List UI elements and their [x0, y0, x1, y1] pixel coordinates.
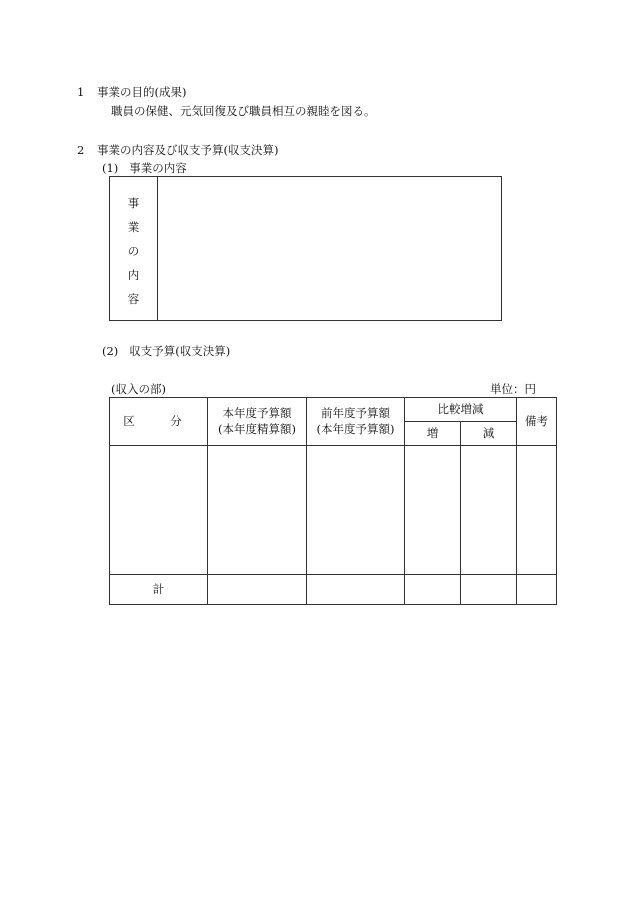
header-previous-budget: 前年度予算額 (本年度予算額) [307, 398, 405, 446]
subsection2-title: 収支予算(収支決算) [129, 344, 231, 358]
subsection1-heading [102, 160, 187, 176]
subsection2-heading [102, 343, 230, 359]
cell-current [208, 446, 307, 575]
label-char: 内 [127, 268, 140, 282]
table-row [110, 446, 557, 575]
project-content-label-column [110, 177, 158, 320]
section1-heading [77, 84, 186, 100]
section2-heading [77, 142, 278, 158]
project-content-box [109, 176, 502, 321]
total-row [110, 575, 557, 605]
cell-increase [405, 446, 461, 575]
section2-number: 2 [77, 143, 85, 157]
label-char: 業 [127, 220, 140, 234]
header-remarks: 備考 [517, 398, 557, 446]
unit-label: 単位：円 [490, 382, 536, 396]
label-char: 容 [127, 292, 140, 306]
subsection1-number: (1) [102, 161, 119, 175]
project-content-area [158, 177, 501, 320]
header-category: 区 分 [110, 398, 208, 446]
header-comparison: 比較増減 [405, 398, 517, 422]
header-increase: 増 [405, 422, 461, 446]
total-increase [405, 575, 461, 605]
budget-table [109, 397, 557, 605]
section2-title: 事業の内容及び収支予算(収支決算) [97, 143, 279, 157]
header-decrease: 減 [461, 422, 517, 446]
cell-previous [307, 446, 405, 575]
section1-body: 職員の保健、元気回復及び職員相互の親睦を図る。 [111, 104, 376, 118]
label-char: の [127, 244, 140, 258]
header-current-budget: 本年度予算額 (本年度精算額) [208, 398, 307, 446]
total-previous [307, 575, 405, 605]
total-decrease [461, 575, 517, 605]
subsection2-number: (2) [102, 344, 119, 358]
section1-number: 1 [77, 85, 85, 99]
cell-remarks [517, 446, 557, 575]
total-current [208, 575, 307, 605]
subsection1-title: 事業の内容 [129, 161, 187, 175]
cell-category [110, 446, 208, 575]
label-char: 事 [127, 196, 140, 210]
section1-title: 事業の目的(成果) [97, 85, 187, 99]
cell-decrease [461, 446, 517, 575]
income-caption: (収入の部) [111, 382, 166, 396]
total-remarks [517, 575, 557, 605]
total-label: 計 [110, 575, 208, 605]
